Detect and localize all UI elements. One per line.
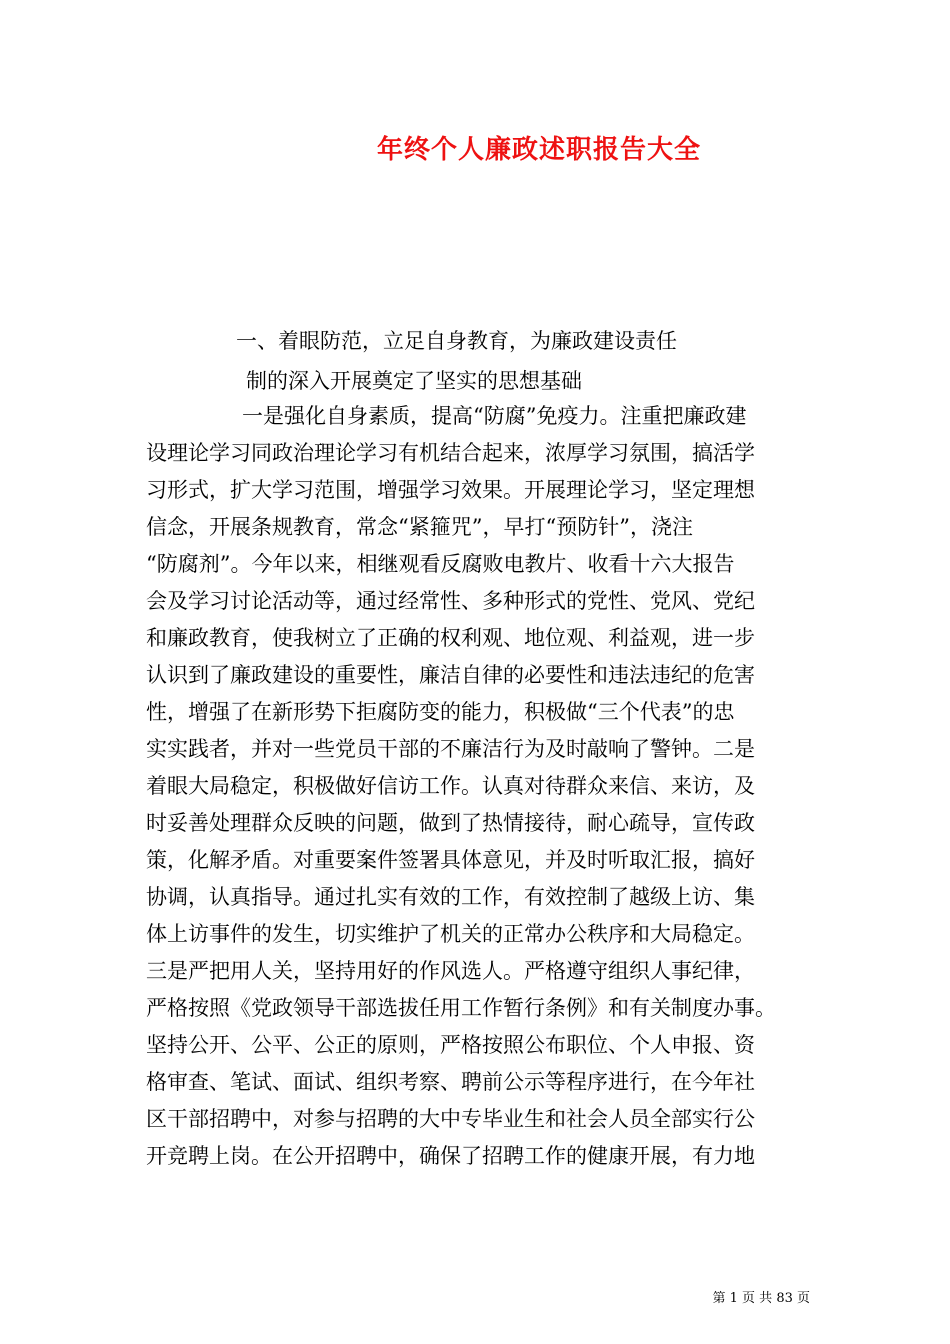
section-heading-line-2: 制的深入开展奠定了坚实的思想基础 — [246, 369, 582, 393]
body-line: 策，化解矛盾。对重要案件签署具体意见，并及时听取汇报，搞好 — [146, 848, 755, 872]
body-line: 严格按照《党政领导干部选拔任用工作暂行条例》和有关制度办事。 — [146, 996, 776, 1020]
body-line: 区干部招聘中，对参与招聘的大中专毕业生和社会人员全部实行公 — [146, 1107, 755, 1131]
body-line: 着眼大局稳定，积极做好信访工作。认真对待群众来信、来访，及 — [146, 774, 755, 798]
body-line: 会及学习讨论活动等，通过经常性、多种形式的党性、党风、党纪 — [146, 589, 755, 613]
body-line: “防腐剂”。今年以来，相继观看反腐败电教片、收看十六大报告 — [146, 552, 735, 576]
body-line: 实实践者，并对一些党员干部的不廉洁行为及时敲响了警钟。二是 — [146, 737, 755, 761]
body-line: 坚持公开、公平、公正的原则，严格按照公布职位、个人申报、资 — [146, 1033, 755, 1057]
body-line: 一是强化自身素质，提高“防腐”免疫力。注重把廉政建 — [242, 404, 747, 428]
document-title: 年终个人廉政述职报告大全 — [376, 135, 701, 165]
body-line: 和廉政教育，使我树立了正确的权利观、地位观、利益观，进一步 — [146, 626, 755, 650]
body-line: 认识到了廉政建设的重要性，廉洁自律的必要性和违法违纪的危害 — [146, 663, 755, 687]
body-line: 协调，认真指导。通过扎实有效的工作，有效控制了越级上访、集 — [146, 885, 755, 909]
body-paragraph — [146, 398, 826, 1175]
page-number-footer: 第 1 页 共 83 页 — [712, 1291, 810, 1306]
body-line: 习形式，扩大学习范围，增强学习效果。开展理论学习，坚定理想 — [146, 478, 755, 502]
body-line: 开竞聘上岗。在公开招聘中，确保了招聘工作的健康开展，有力地 — [146, 1144, 755, 1168]
body-line: 格审查、笔试、面试、组织考察、聘前公示等程序进行，在今年社 — [146, 1070, 755, 1094]
body-line: 信念，开展条规教育，常念“紧箍咒”，早打“预防针”，浇注 — [146, 515, 693, 539]
body-line: 性，增强了在新形势下拒腐防变的能力，积极做“三个代表”的忠 — [146, 700, 735, 724]
body-line: 设理论学习同政治理论学习有机结合起来，浓厚学习氛围，搞活学 — [146, 441, 755, 465]
body-line: 时妥善处理群众反映的问题，做到了热情接待，耐心疏导，宣传政 — [146, 811, 755, 835]
body-line: 体上访事件的发生，切实维护了机关的正常办公秩序和大局稳定。 — [146, 922, 755, 946]
section-heading-line-1: 一、着眼防范，立足自身教育，为廉政建设责任 — [236, 329, 677, 353]
body-line: 三是严把用人关，坚持用好的作风选人。严格遵守组织人事纪律， — [146, 959, 755, 983]
